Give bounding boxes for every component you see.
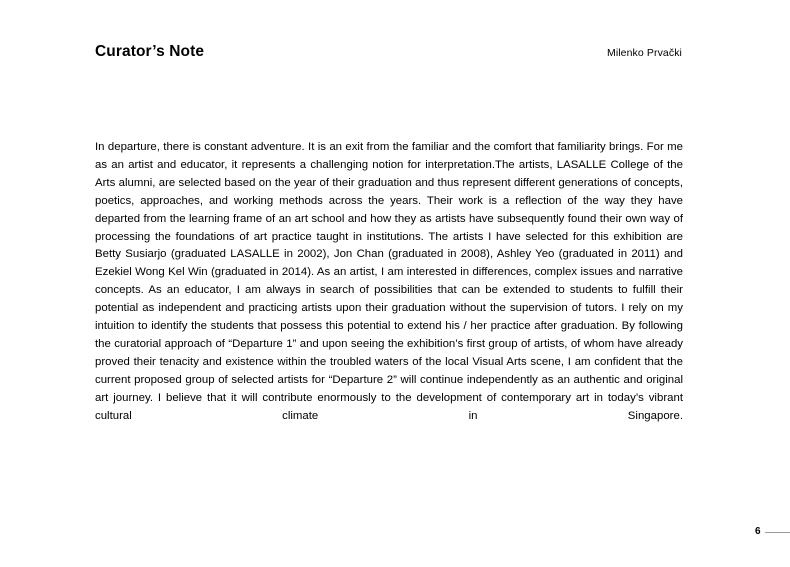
page-title: Curator’s Note xyxy=(95,43,205,60)
page-footer xyxy=(0,524,790,542)
body-text xyxy=(95,139,683,443)
body-paragraph: In departure, there is constant adventure. It is an exit from the familiar and the comfort that familiarity brings. For me as an artist and educator, it represents a challenging notion for interpretation.The artists, LASALLE College of the Arts alumni, are selected based on the year of their graduation and thus represent different generations of concepts, poetics, approaches, and working methods across the years. Their work is a reflection of the way they have departed from the learning frame of an art school and how they as artists have subsequently found their own way of processing the foundations of art practice taught in institutions. The artists I have selected for this exhibition are Betty Susiarjo (graduated LASALLE in 2002), Jon Chan (graduated in 2008), Ashley Yeo (graduated in 2011) and Ezekiel Wong Kel Win (graduated in 2014). As an artist, I am interested in differences, complex issues and narrative concepts. As an educator, I am always in search of possibilities that can be extended to students to fulfill their potential as independent and practicing artists upon their graduation without the supervision of tutors. I rely on my intuition to identify the students that possess this potential to extend his / her practice after graduation. By following the curatorial approach of “Departure 1” and upon seeing the exhibition’s first group of artists, of whom have already proved their tenacity and existence within the troubled waters of the local Visual Arts scene, I am confident that the current proposed group of selected artists for “Departure 2” will continue independently as an authentic and original art journey. I believe that it will contribute enormously to the development of contemporary art in today’s vibrant cultural climate in Singapore. xyxy=(95,141,683,422)
page-number: 6 xyxy=(755,526,761,537)
footer-divider xyxy=(765,532,790,533)
author-name: Milenko Prvački xyxy=(606,47,682,59)
page-header xyxy=(95,43,682,60)
